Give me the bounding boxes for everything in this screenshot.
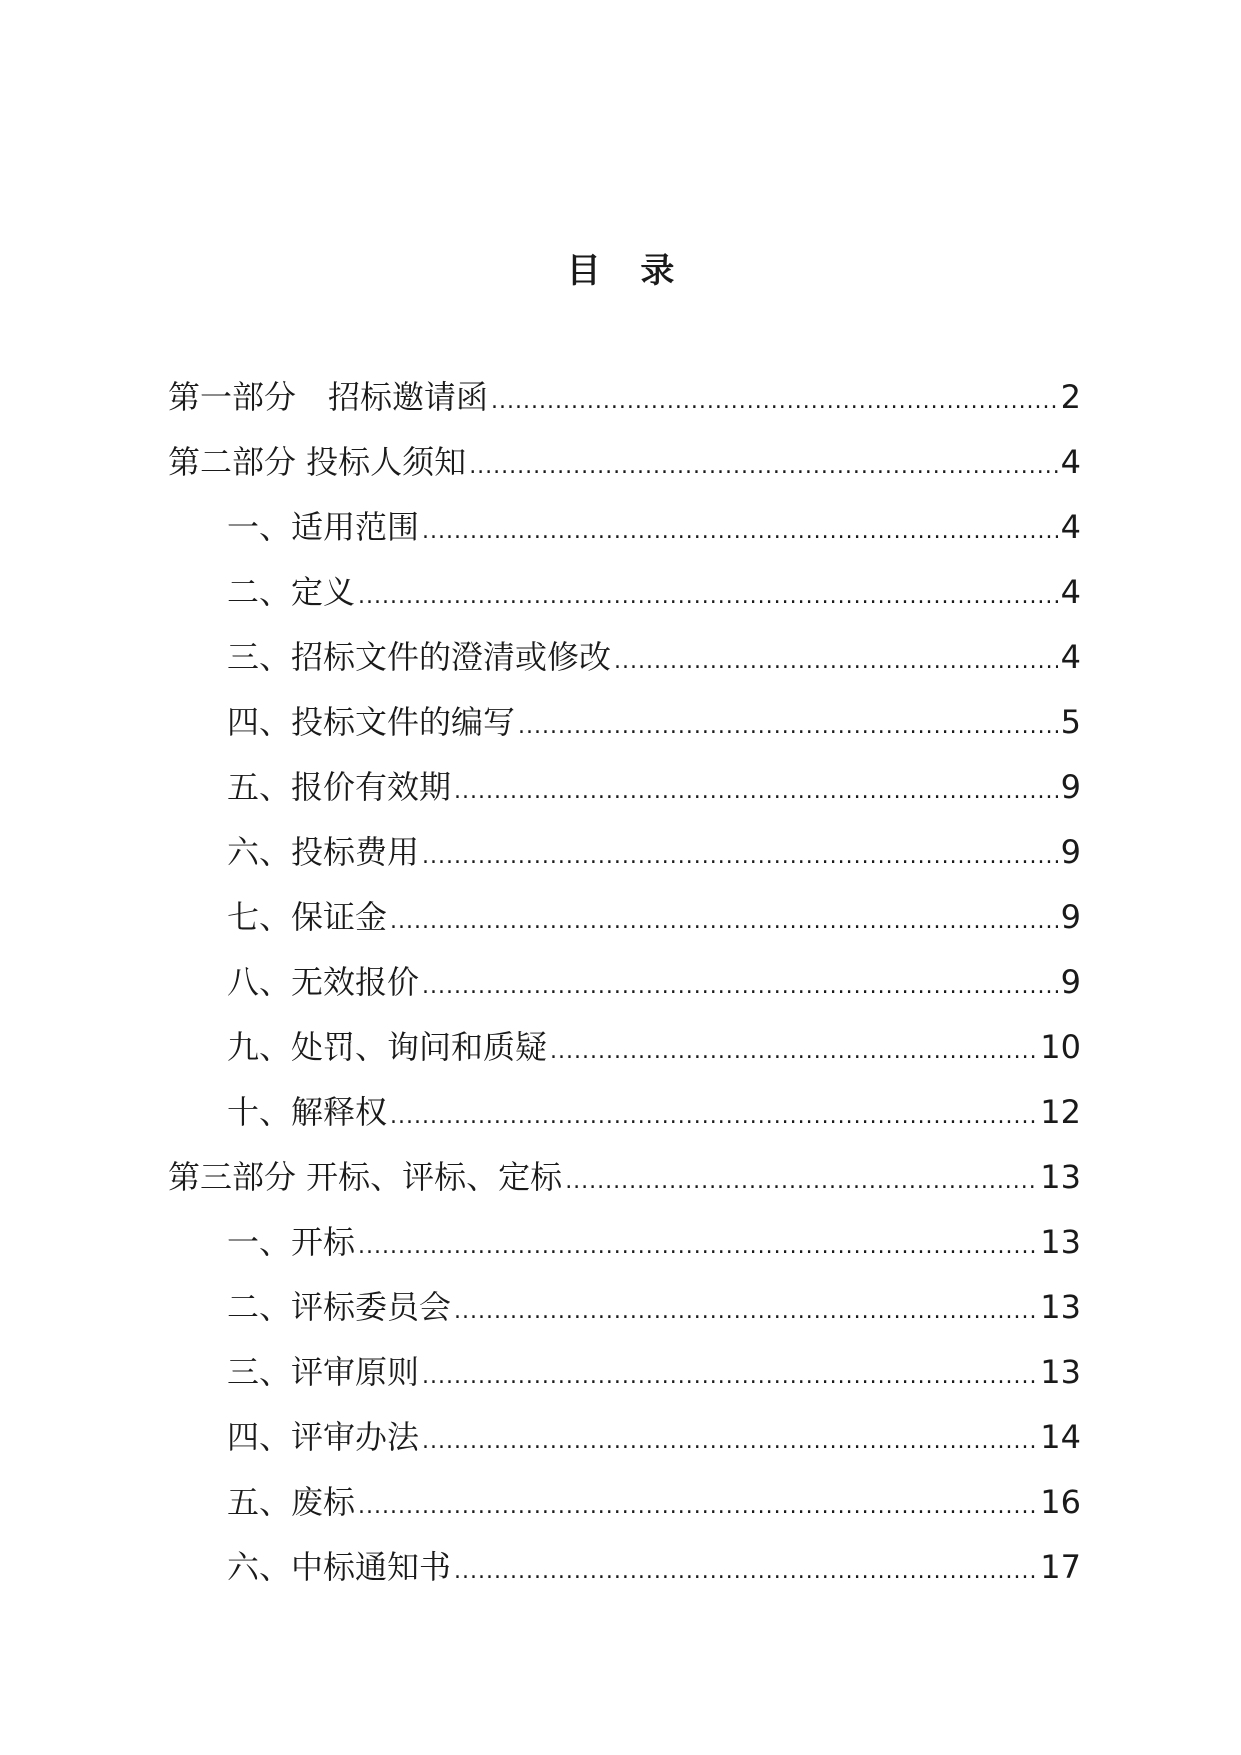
toc-entry[interactable] xyxy=(168,567,1081,632)
toc-page-number: 4 xyxy=(1060,638,1081,676)
toc-page-number: 14 xyxy=(1040,1418,1081,1456)
toc-page-number: 16 xyxy=(1040,1483,1081,1521)
toc-entry[interactable] xyxy=(168,827,1081,892)
toc-entry[interactable] xyxy=(168,1347,1081,1412)
toc-dot-leader xyxy=(422,1347,1037,1402)
toc-entry-label: 第一部分 招标邀请函 xyxy=(168,378,489,416)
toc-dot-leader xyxy=(422,1412,1037,1467)
toc-entry[interactable] xyxy=(168,1087,1081,1152)
toc-dot-leader xyxy=(454,1282,1037,1337)
toc-entry-label: 六、中标通知书 xyxy=(227,1548,452,1586)
toc-entry-label: 五、报价有效期 xyxy=(227,768,452,806)
toc-entry-label: 四、评审办法 xyxy=(227,1418,420,1456)
toc-entry[interactable] xyxy=(168,892,1081,957)
toc-page-number: 13 xyxy=(1040,1158,1081,1196)
toc-page-number: 12 xyxy=(1040,1093,1081,1131)
toc-entry[interactable] xyxy=(168,1022,1081,1087)
toc-entry-label: 一、开标 xyxy=(227,1223,356,1261)
toc-page-number: 13 xyxy=(1040,1353,1081,1391)
toc-dot-leader xyxy=(390,1087,1037,1142)
toc-dot-leader xyxy=(550,1022,1037,1077)
toc-page-number: 13 xyxy=(1040,1223,1081,1261)
toc-dot-leader xyxy=(358,1477,1037,1532)
toc-dot-leader xyxy=(614,632,1058,687)
toc-page-number: 17 xyxy=(1040,1548,1081,1586)
toc-entry[interactable] xyxy=(168,372,1081,437)
toc-dot-leader xyxy=(358,567,1058,622)
toc-dot-leader xyxy=(469,437,1057,492)
toc-entry-label: 五、废标 xyxy=(227,1483,356,1521)
toc-dot-leader xyxy=(518,697,1058,752)
toc-entry[interactable] xyxy=(168,502,1081,567)
toc-entry-label: 八、无效报价 xyxy=(227,963,420,1001)
toc-entry-label: 六、投标费用 xyxy=(227,833,420,871)
toc-page-number: 4 xyxy=(1060,573,1081,611)
toc-dot-leader xyxy=(422,957,1058,1012)
toc-page-number: 9 xyxy=(1060,833,1081,871)
toc-page-number: 9 xyxy=(1060,963,1081,1001)
toc-entry[interactable] xyxy=(168,1412,1081,1477)
toc-entry-label: 九、处罚、询问和质疑 xyxy=(227,1028,548,1066)
toc-dot-leader xyxy=(358,1217,1037,1272)
toc-entry[interactable] xyxy=(168,1217,1081,1282)
toc-page-number: 4 xyxy=(1060,443,1081,481)
toc-entry-label: 四、投标文件的编写 xyxy=(227,703,516,741)
toc-page-number: 9 xyxy=(1060,768,1081,806)
toc-entry-label: 七、保证金 xyxy=(227,898,388,936)
toc-page-number: 2 xyxy=(1060,378,1081,416)
toc-entry-label: 二、定义 xyxy=(227,573,356,611)
toc-entry[interactable] xyxy=(168,697,1081,762)
toc-page-number: 4 xyxy=(1060,508,1081,546)
toc-entry[interactable] xyxy=(168,1477,1081,1542)
toc-entry[interactable] xyxy=(168,1542,1081,1607)
toc-dot-leader xyxy=(390,892,1058,947)
toc-dot-leader xyxy=(454,1542,1037,1597)
toc-entry[interactable] xyxy=(168,957,1081,1022)
toc-entry[interactable] xyxy=(168,437,1081,502)
toc-entry-label: 三、评审原则 xyxy=(227,1353,420,1391)
toc-dot-leader xyxy=(565,1152,1037,1207)
toc-page-number: 9 xyxy=(1060,898,1081,936)
toc-entry-label: 第三部分 开标、评标、定标 xyxy=(168,1158,563,1196)
table-of-contents xyxy=(168,372,1081,1607)
toc-entry[interactable] xyxy=(168,1282,1081,1347)
toc-entry-label: 第二部分 投标人须知 xyxy=(168,443,467,481)
toc-entry-label: 十、解释权 xyxy=(227,1093,388,1131)
toc-page-number: 13 xyxy=(1040,1288,1081,1326)
toc-title: 目 录 xyxy=(566,251,689,291)
toc-entry-label: 一、适用范围 xyxy=(227,508,420,546)
toc-page-number: 10 xyxy=(1040,1028,1081,1066)
toc-entry[interactable] xyxy=(168,632,1081,697)
toc-dot-leader xyxy=(454,762,1058,817)
toc-entry[interactable] xyxy=(168,762,1081,827)
toc-page-number: 5 xyxy=(1060,703,1081,741)
toc-entry[interactable] xyxy=(168,1152,1081,1217)
toc-dot-leader xyxy=(422,827,1058,882)
toc-entry-label: 二、评标委员会 xyxy=(227,1288,452,1326)
toc-dot-leader xyxy=(422,502,1058,557)
toc-dot-leader xyxy=(491,372,1058,427)
toc-entry-label: 三、招标文件的澄清或修改 xyxy=(227,638,612,676)
